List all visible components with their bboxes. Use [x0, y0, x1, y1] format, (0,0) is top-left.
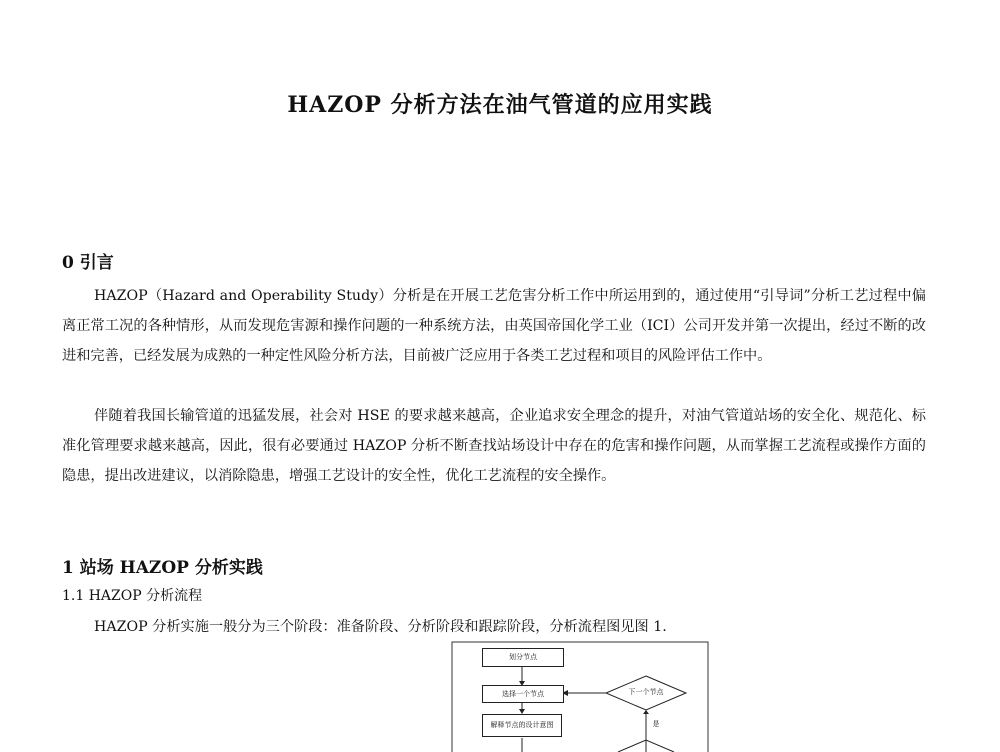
flowchart-box-design-intent: 解释节点的设计意图 — [482, 714, 562, 737]
section-heading-practice: 1 站场 HAZOP 分析实践 — [62, 558, 263, 578]
intro-paragraph-2: 伴随着我国长输管道的迅猛发展，社会对 HSE 的要求越来越高，企业追求安全理念的提升，对油气管道站场的安全化、规范化、标准化管理要求越来越高，因此，很有必要通过 HAZOP 分析不断查找站场设计中存在的危害和操作问题，从而掌握工艺流程或操作方面的隐患，提出改进建议，以消除隐患，增强工艺设计的安全性，优化工艺流程的安全操作。 — [62, 408, 926, 484]
practice-paragraph: HAZOP 分析实施一般分为三个阶段：准备阶段、分析阶段和跟踪阶段，分析流程图见图 1. — [94, 619, 667, 635]
decision-label: 下一个节点 — [628, 688, 664, 696]
edge-label-yes: 是 — [652, 720, 660, 728]
section-heading-intro: 0 引言 — [62, 253, 114, 273]
subsection-heading-flow: 1.1 HAZOP 分析流程 — [62, 588, 203, 604]
flowchart-box-divide-nodes: 划分节点 — [482, 648, 564, 667]
flowchart-box-select-node: 选择一个节点 — [482, 685, 564, 703]
paper-title: HAZOP 分析方法在油气管道的应用实践 — [287, 92, 713, 118]
arrowhead-to-diamond — [643, 710, 649, 714]
intro-paragraph-1: HAZOP（Hazard and Operability Study）分析是在开展工艺危害分析工作中所运用到的，通过使用“引导词”分析工艺过程中偏离正常工况的各种情形，从而发现危害源和操作问题的一种系统方法，由英国帝国化学工业（ICI）公司开发并第一次提出，经过不断的改进和完善，已经发展为成熟的一种定性风险分析方法，目前被广泛应用于各类工艺过程和项目的风险评估工作中。 — [62, 288, 926, 364]
